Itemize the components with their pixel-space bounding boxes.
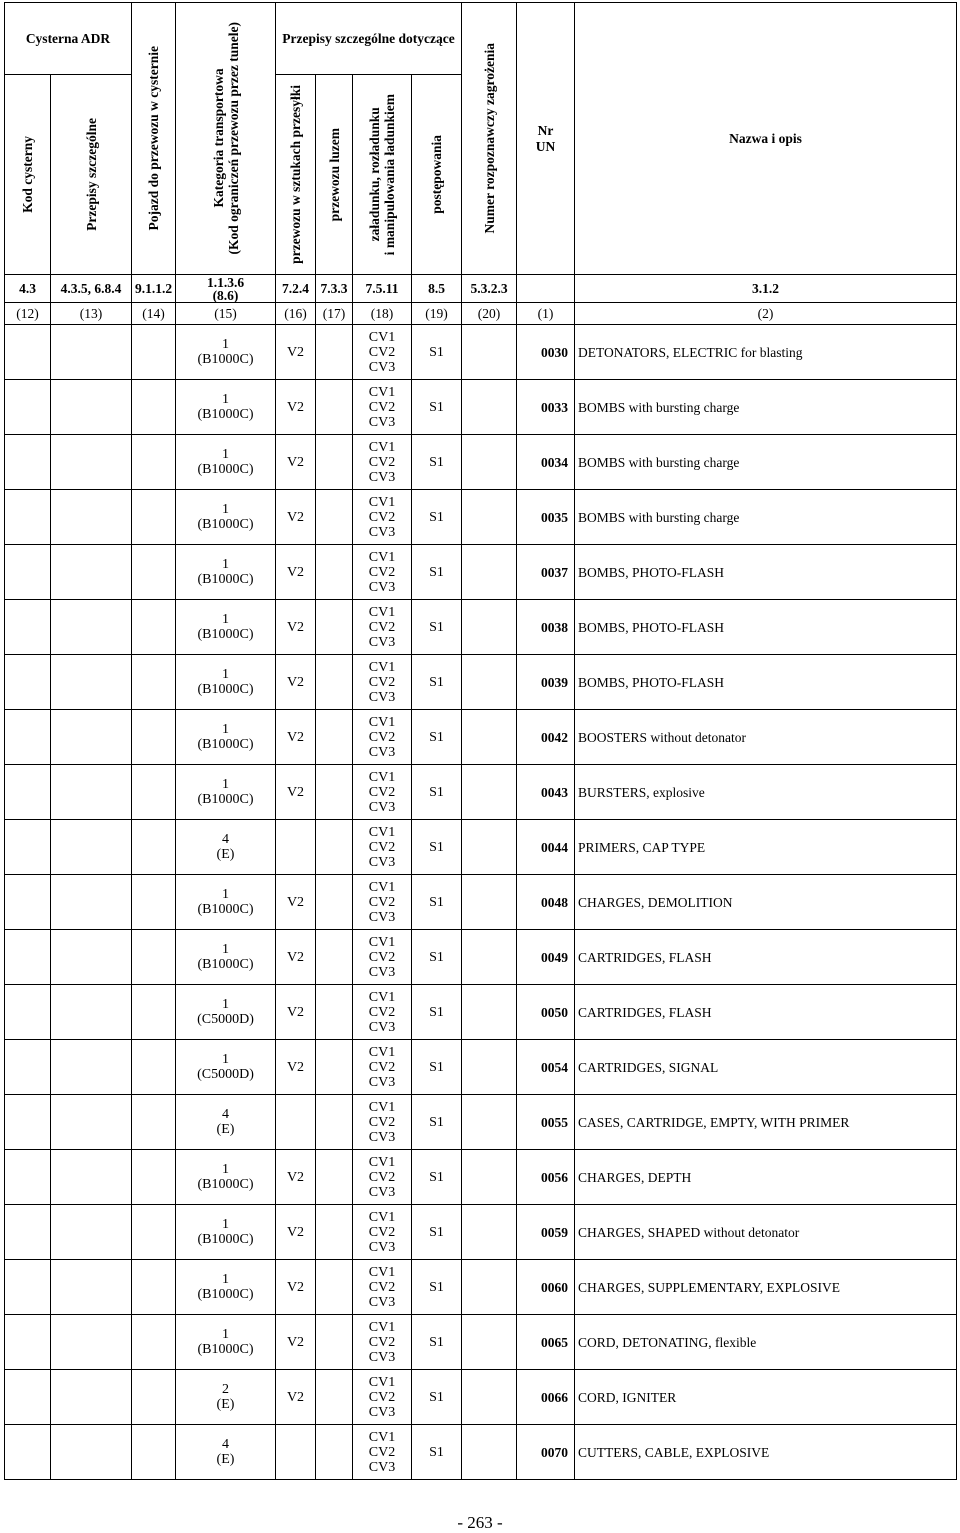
hazard-number-cell (462, 1095, 517, 1150)
luzem-cell (316, 765, 353, 820)
header-nr-un: Nr UN (517, 3, 575, 275)
pojazd-cell (132, 930, 176, 985)
v-code-cell: V2 (276, 930, 316, 985)
cv-codes-cell: CV1 CV2 CV3 (353, 545, 412, 600)
luzem-cell (316, 1370, 353, 1425)
luzem-cell (316, 1260, 353, 1315)
przepisy-szczegolne-cell (51, 545, 132, 600)
table-row (5, 655, 957, 710)
colnum-cell: (20) (462, 303, 517, 325)
table-row (5, 1205, 957, 1260)
un-number-cell: 0044 (517, 820, 575, 875)
cv-codes-cell: CV1 CV2 CV3 (353, 1150, 412, 1205)
table-row (5, 1370, 957, 1425)
colnum-cell: (2) (575, 303, 957, 325)
hazard-number-cell (462, 1150, 517, 1205)
category-cell: 1 (B1000C) (176, 930, 276, 985)
substance-name-cell: BOMBS, PHOTO-FLASH (575, 545, 957, 600)
cv-codes-cell: CV1 CV2 CV3 (353, 710, 412, 765)
colnum-cell: (1) (517, 303, 575, 325)
v-code-cell: V2 (276, 655, 316, 710)
pojazd-cell (132, 435, 176, 490)
pojazd-cell (132, 600, 176, 655)
s-code-cell: S1 (412, 545, 462, 600)
un-number-cell: 0030 (517, 325, 575, 380)
cv-codes-cell: CV1 CV2 CV3 (353, 600, 412, 655)
kod-cysterny-cell (5, 765, 51, 820)
cv-codes-cell: CV1 CV2 CV3 (353, 325, 412, 380)
pojazd-cell (132, 1260, 176, 1315)
page-number: - 263 - (457, 1513, 503, 1532)
header-przewozu-luzem: przewozu luzem (316, 75, 353, 275)
cv-codes-cell: CV1 CV2 CV3 (353, 380, 412, 435)
un-number-cell: 0049 (517, 930, 575, 985)
un-number-cell: 0037 (517, 545, 575, 600)
cv-codes-cell: CV1 CV2 CV3 (353, 765, 412, 820)
category-cell: 1 (B1000C) (176, 1150, 276, 1205)
category-cell: 1 (B1000C) (176, 325, 276, 380)
hazard-number-cell (462, 1205, 517, 1260)
s-code-cell: S1 (412, 490, 462, 545)
v-code-cell: V2 (276, 710, 316, 765)
kod-cysterny-cell (5, 545, 51, 600)
luzem-cell (316, 655, 353, 710)
colnum-cell: (12) (5, 303, 51, 325)
v-code-cell (276, 1095, 316, 1150)
kod-cysterny-cell (5, 1260, 51, 1315)
substance-name-cell: CHARGES, DEPTH (575, 1150, 957, 1205)
przepisy-szczegolne-cell (51, 490, 132, 545)
colnum-cell: (13) (51, 303, 132, 325)
kod-cysterny-cell (5, 490, 51, 545)
colnum-cell: (17) (316, 303, 353, 325)
category-cell: 1 (B1000C) (176, 1260, 276, 1315)
v-code-cell: V2 (276, 1205, 316, 1260)
przepisy-szczegolne-cell (51, 380, 132, 435)
s-code-cell: S1 (412, 1260, 462, 1315)
un-number-cell: 0043 (517, 765, 575, 820)
s-code-cell: S1 (412, 380, 462, 435)
luzem-cell (316, 1425, 353, 1480)
substance-name-cell: CHARGES, SHAPED without detonator (575, 1205, 957, 1260)
un-number-cell: 0054 (517, 1040, 575, 1095)
s-code-cell: S1 (412, 985, 462, 1040)
hazard-number-cell (462, 435, 517, 490)
table-row (5, 765, 957, 820)
pojazd-cell (132, 765, 176, 820)
luzem-cell (316, 1205, 353, 1260)
pojazd-cell (132, 1315, 176, 1370)
substance-name-cell: CUTTERS, CABLE, EXPLOSIVE (575, 1425, 957, 1480)
ref-cell: 4.3.5, 6.8.4 (51, 275, 132, 303)
v-code-cell: V2 (276, 985, 316, 1040)
hazard-number-cell (462, 1260, 517, 1315)
un-number-cell: 0050 (517, 985, 575, 1040)
kod-cysterny-cell (5, 710, 51, 765)
hazard-number-cell (462, 985, 517, 1040)
hazard-number-cell (462, 710, 517, 765)
hazard-number-cell (462, 655, 517, 710)
pojazd-cell (132, 985, 176, 1040)
przepisy-szczegolne-cell (51, 600, 132, 655)
category-cell: 1 (B1000C) (176, 875, 276, 930)
un-number-cell: 0065 (517, 1315, 575, 1370)
s-code-cell: S1 (412, 655, 462, 710)
table-row (5, 490, 957, 545)
header-cysterna-adr: Cysterna ADR (5, 3, 132, 75)
table-row (5, 1095, 957, 1150)
category-cell: 1 (B1000C) (176, 655, 276, 710)
luzem-cell (316, 710, 353, 765)
table-row (5, 1425, 957, 1480)
substance-name-cell: CARTRIDGES, FLASH (575, 930, 957, 985)
un-number-cell: 0070 (517, 1425, 575, 1480)
category-cell: 4 (E) (176, 1095, 276, 1150)
header-kod-cysterny: Kod cysterny (5, 75, 51, 275)
s-code-cell: S1 (412, 1150, 462, 1205)
ref-cell: 7.3.3 (316, 275, 353, 303)
przepisy-szczegolne-cell (51, 325, 132, 380)
substance-name-cell: CORD, DETONATING, flexible (575, 1315, 957, 1370)
substance-name-cell: BOOSTERS without detonator (575, 710, 957, 765)
substance-name-cell: CARTRIDGES, FLASH (575, 985, 957, 1040)
kod-cysterny-cell (5, 1425, 51, 1480)
luzem-cell (316, 325, 353, 380)
v-code-cell: V2 (276, 1370, 316, 1425)
v-code-cell: V2 (276, 545, 316, 600)
un-number-cell: 0066 (517, 1370, 575, 1425)
colnum-cell: (15) (176, 303, 276, 325)
header-zaladunku: załadunku, rozładunku i manipulowania ładunkiem (353, 75, 412, 275)
category-cell: 1 (B1000C) (176, 1205, 276, 1260)
v-code-cell: V2 (276, 435, 316, 490)
cv-codes-cell: CV1 CV2 CV3 (353, 1260, 412, 1315)
ref-cell: 1.1.3.6 (8.6) (176, 275, 276, 303)
s-code-cell: S1 (412, 325, 462, 380)
category-cell: 2 (E) (176, 1370, 276, 1425)
category-cell: 1 (B1000C) (176, 765, 276, 820)
substance-name-cell: CASES, CARTRIDGE, EMPTY, WITH PRIMER (575, 1095, 957, 1150)
luzem-cell (316, 435, 353, 490)
reference-row (5, 275, 957, 303)
header-pojazd: Pojazd do przewozu w cysternie (132, 3, 176, 275)
table-row (5, 1150, 957, 1205)
colnum-cell: (14) (132, 303, 176, 325)
table-row (5, 600, 957, 655)
s-code-cell: S1 (412, 1315, 462, 1370)
category-cell: 1 (B1000C) (176, 545, 276, 600)
luzem-cell (316, 820, 353, 875)
hazard-number-cell (462, 930, 517, 985)
s-code-cell: S1 (412, 930, 462, 985)
hazard-number-cell (462, 490, 517, 545)
hazard-number-cell (462, 765, 517, 820)
luzem-cell (316, 985, 353, 1040)
colnum-cell: (19) (412, 303, 462, 325)
s-code-cell: S1 (412, 1040, 462, 1095)
cv-codes-cell: CV1 CV2 CV3 (353, 1370, 412, 1425)
substance-name-cell: BOMBS with bursting charge (575, 380, 957, 435)
category-cell: 1 (C5000D) (176, 1040, 276, 1095)
przepisy-szczegolne-cell (51, 1095, 132, 1150)
luzem-cell (316, 380, 353, 435)
header-numer-rozpoznawczy: Numer rozpoznawczy zagrożenia (462, 3, 517, 275)
s-code-cell: S1 (412, 600, 462, 655)
ref-cell: 5.3.2.3 (462, 275, 517, 303)
un-number-cell: 0059 (517, 1205, 575, 1260)
luzem-cell (316, 1315, 353, 1370)
substance-name-cell: BOMBS with bursting charge (575, 435, 957, 490)
kod-cysterny-cell (5, 930, 51, 985)
v-code-cell: V2 (276, 1150, 316, 1205)
przepisy-szczegolne-cell (51, 1150, 132, 1205)
category-cell: 1 (B1000C) (176, 1315, 276, 1370)
kod-cysterny-cell (5, 1205, 51, 1260)
substance-name-cell: PRIMERS, CAP TYPE (575, 820, 957, 875)
cv-codes-cell: CV1 CV2 CV3 (353, 1205, 412, 1260)
hazard-number-cell (462, 875, 517, 930)
table-row (5, 1315, 957, 1370)
substance-name-cell: CHARGES, DEMOLITION (575, 875, 957, 930)
category-cell: 1 (B1000C) (176, 435, 276, 490)
category-cell: 1 (B1000C) (176, 710, 276, 765)
table-row (5, 380, 957, 435)
przepisy-szczegolne-cell (51, 820, 132, 875)
pojazd-cell (132, 710, 176, 765)
kod-cysterny-cell (5, 875, 51, 930)
cv-codes-cell: CV1 CV2 CV3 (353, 930, 412, 985)
ref-cell: 8.5 (412, 275, 462, 303)
przepisy-szczegolne-cell (51, 1425, 132, 1480)
v-code-cell: V2 (276, 490, 316, 545)
table-row (5, 545, 957, 600)
un-number-cell: 0035 (517, 490, 575, 545)
cv-codes-cell: CV1 CV2 CV3 (353, 435, 412, 490)
hazard-number-cell (462, 1315, 517, 1370)
hazard-number-cell (462, 1040, 517, 1095)
cv-codes-cell: CV1 CV2 CV3 (353, 1095, 412, 1150)
przepisy-szczegolne-cell (51, 1370, 132, 1425)
header-przepisy-szczegolne: Przepisy szczególne (51, 75, 132, 275)
kod-cysterny-cell (5, 1095, 51, 1150)
table-row (5, 875, 957, 930)
table-row (5, 930, 957, 985)
v-code-cell: V2 (276, 600, 316, 655)
luzem-cell (316, 490, 353, 545)
przepisy-szczegolne-cell (51, 1315, 132, 1370)
header-kategoria: Kategoria transportowa (Kod ograniczeń przewozu przez tunele) (176, 3, 276, 275)
pojazd-cell (132, 875, 176, 930)
pojazd-cell (132, 1095, 176, 1150)
pojazd-cell (132, 655, 176, 710)
luzem-cell (316, 875, 353, 930)
un-number-cell: 0048 (517, 875, 575, 930)
pojazd-cell (132, 545, 176, 600)
un-number-cell: 0056 (517, 1150, 575, 1205)
s-code-cell: S1 (412, 820, 462, 875)
table-row (5, 710, 957, 765)
kod-cysterny-cell (5, 1150, 51, 1205)
kod-cysterny-cell (5, 655, 51, 710)
cv-codes-cell: CV1 CV2 CV3 (353, 875, 412, 930)
v-code-cell: V2 (276, 1040, 316, 1095)
przepisy-szczegolne-cell (51, 1040, 132, 1095)
ref-cell: 7.2.4 (276, 275, 316, 303)
table-row (5, 820, 957, 875)
v-code-cell: V2 (276, 325, 316, 380)
s-code-cell: S1 (412, 1425, 462, 1480)
v-code-cell: V2 (276, 380, 316, 435)
kod-cysterny-cell (5, 380, 51, 435)
przepisy-szczegolne-cell (51, 1205, 132, 1260)
substance-name-cell: CARTRIDGES, SIGNAL (575, 1040, 957, 1095)
cv-codes-cell: CV1 CV2 CV3 (353, 1040, 412, 1095)
hazard-number-cell (462, 325, 517, 380)
kod-cysterny-cell (5, 1315, 51, 1370)
cv-codes-cell: CV1 CV2 CV3 (353, 655, 412, 710)
hazard-number-cell (462, 545, 517, 600)
colnum-cell: (18) (353, 303, 412, 325)
table-row (5, 1260, 957, 1315)
luzem-cell (316, 1040, 353, 1095)
header-nazwa-i-opis: Nazwa i opis (575, 3, 957, 275)
hazard-number-cell (462, 600, 517, 655)
s-code-cell: S1 (412, 875, 462, 930)
substance-name-cell: DETONATORS, ELECTRIC for blasting (575, 325, 957, 380)
s-code-cell: S1 (412, 435, 462, 490)
pojazd-cell (132, 1425, 176, 1480)
un-number-cell: 0038 (517, 600, 575, 655)
ref-cell: 4.3 (5, 275, 51, 303)
substance-name-cell: BURSTERS, explosive (575, 765, 957, 820)
adr-table (4, 2, 957, 1480)
table-row (5, 1040, 957, 1095)
header-postepowania: postępowania (412, 75, 462, 275)
pojazd-cell (132, 1370, 176, 1425)
un-number-cell: 0042 (517, 710, 575, 765)
pojazd-cell (132, 380, 176, 435)
kod-cysterny-cell (5, 600, 51, 655)
przepisy-szczegolne-cell (51, 930, 132, 985)
v-code-cell: V2 (276, 765, 316, 820)
przepisy-szczegolne-cell (51, 435, 132, 490)
un-number-cell: 0034 (517, 435, 575, 490)
s-code-cell: S1 (412, 1095, 462, 1150)
ref-cell: 3.1.2 (575, 275, 957, 303)
category-cell: 1 (C5000D) (176, 985, 276, 1040)
kod-cysterny-cell (5, 1370, 51, 1425)
table-row (5, 985, 957, 1040)
przepisy-szczegolne-cell (51, 655, 132, 710)
s-code-cell: S1 (412, 1205, 462, 1260)
luzem-cell (316, 1095, 353, 1150)
substance-name-cell: BOMBS, PHOTO-FLASH (575, 655, 957, 710)
cv-codes-cell: CV1 CV2 CV3 (353, 1315, 412, 1370)
pojazd-cell (132, 820, 176, 875)
ref-cell (517, 275, 575, 303)
v-code-cell (276, 1425, 316, 1480)
table-row (5, 325, 957, 380)
header-przepisy-dotyczace: Przepisy szczególne dotyczące (276, 3, 462, 75)
pojazd-cell (132, 490, 176, 545)
category-cell: 4 (E) (176, 1425, 276, 1480)
hazard-number-cell (462, 380, 517, 435)
ref-cell: 7.5.11 (353, 275, 412, 303)
v-code-cell (276, 820, 316, 875)
cv-codes-cell: CV1 CV2 CV3 (353, 820, 412, 875)
kod-cysterny-cell (5, 435, 51, 490)
kod-cysterny-cell (5, 325, 51, 380)
v-code-cell: V2 (276, 875, 316, 930)
header-przewozu-sztuki: przewozu w sztukach przesyłki (276, 75, 316, 275)
kod-cysterny-cell (5, 1040, 51, 1095)
cv-codes-cell: CV1 CV2 CV3 (353, 490, 412, 545)
pojazd-cell (132, 1150, 176, 1205)
przepisy-szczegolne-cell (51, 1260, 132, 1315)
s-code-cell: S1 (412, 710, 462, 765)
hazard-number-cell (462, 1425, 517, 1480)
pojazd-cell (132, 1205, 176, 1260)
substance-name-cell: BOMBS, PHOTO-FLASH (575, 600, 957, 655)
przepisy-szczegolne-cell (51, 875, 132, 930)
pojazd-cell (132, 325, 176, 380)
colnum-cell: (16) (276, 303, 316, 325)
hazard-number-cell (462, 1370, 517, 1425)
v-code-cell: V2 (276, 1315, 316, 1370)
un-number-cell: 0055 (517, 1095, 575, 1150)
category-cell: 1 (B1000C) (176, 600, 276, 655)
luzem-cell (316, 1150, 353, 1205)
kod-cysterny-cell (5, 985, 51, 1040)
un-number-cell: 0039 (517, 655, 575, 710)
substance-name-cell: CORD, IGNITER (575, 1370, 957, 1425)
un-number-cell: 0033 (517, 380, 575, 435)
un-number-cell: 0060 (517, 1260, 575, 1315)
v-code-cell: V2 (276, 1260, 316, 1315)
category-cell: 1 (B1000C) (176, 380, 276, 435)
s-code-cell: S1 (412, 1370, 462, 1425)
column-number-row (5, 303, 957, 325)
przepisy-szczegolne-cell (51, 765, 132, 820)
pojazd-cell (132, 1040, 176, 1095)
substance-name-cell: BOMBS with bursting charge (575, 490, 957, 545)
przepisy-szczegolne-cell (51, 985, 132, 1040)
luzem-cell (316, 545, 353, 600)
przepisy-szczegolne-cell (51, 710, 132, 765)
ref-cell: 9.1.1.2 (132, 275, 176, 303)
luzem-cell (316, 930, 353, 985)
substance-name-cell: CHARGES, SUPPLEMENTARY, EXPLOSIVE (575, 1260, 957, 1315)
hazard-number-cell (462, 820, 517, 875)
kod-cysterny-cell (5, 820, 51, 875)
category-cell: 4 (E) (176, 820, 276, 875)
table-body (5, 325, 957, 1480)
luzem-cell (316, 600, 353, 655)
cv-codes-cell: CV1 CV2 CV3 (353, 985, 412, 1040)
table-row (5, 435, 957, 490)
cv-codes-cell: CV1 CV2 CV3 (353, 1425, 412, 1480)
s-code-cell: S1 (412, 765, 462, 820)
category-cell: 1 (B1000C) (176, 490, 276, 545)
